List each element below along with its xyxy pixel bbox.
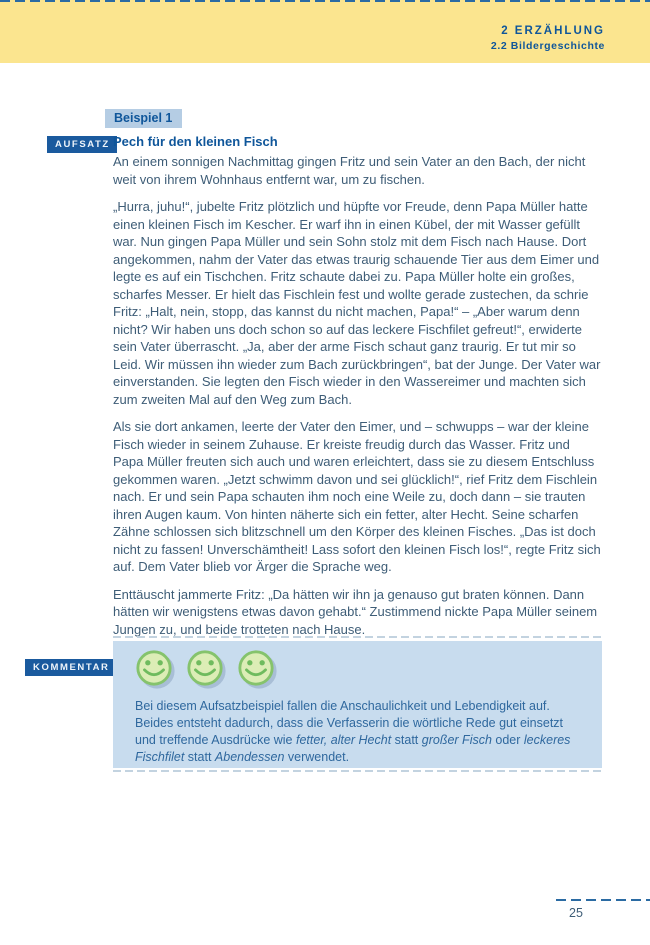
comment-box bbox=[113, 641, 602, 768]
footer-dashed-divider bbox=[556, 899, 650, 901]
comment-text bbox=[135, 698, 582, 766]
comment-bottom-divider bbox=[113, 770, 602, 772]
aufsatz-tag: AUFSATZ bbox=[47, 136, 117, 153]
smiley-icon bbox=[186, 649, 224, 687]
comment-segment-italic: großer Fisch bbox=[421, 733, 492, 747]
page-number: 25 bbox=[569, 906, 583, 920]
story-paragraph: Als sie dort ankamen, leerte der Vater den Eimer, und – schwupps – war der kleine Fisch wieder in seinem Zuhause. Er kreiste freudig durch das Wasser. Fritz und Papa Müller freuten sich auch und waren erleichtert, dass sie zu diesem Entschluss gekommen waren. „Jetzt schwimm davon und sei glücklich!“, rief Fritz dem Fischlein nach. Er und sein Papa schauten ihm noch eine Weile zu, doch dann – sie trauten ihren Augen kaum. Von hinten näherte sich ein fetter, alter Hecht. Seine scharfen Zähne schlossen sich blitzschnell um den Körper des kleinen Fisches. „Das ist doch nicht zu fassen! Unverschämtheit! Lass sofort den kleinen Fisch los!“, regte Fritz sich auf. Dem Vater blieb vor Ärger die Sprache weg. bbox=[113, 419, 601, 574]
section-heading: 2.2 Bildergeschichte bbox=[490, 40, 605, 52]
comment-segment-italic: Abendessen bbox=[214, 750, 285, 764]
smiley-icon bbox=[237, 649, 275, 687]
comment-segment-italic: fetter, alter Hecht bbox=[296, 733, 392, 747]
comment-segment-italic: leckeres Fischfilet bbox=[135, 733, 571, 764]
kommentar-tag: KOMMENTAR bbox=[25, 659, 117, 676]
comment-segment: statt bbox=[184, 750, 215, 764]
header-band bbox=[0, 0, 650, 63]
story-text-block bbox=[113, 133, 602, 648]
story-paragraph: „Hurra, juhu!“, jubelte Fritz plötzlich und hüpfte vor Freude, denn Papa Müller hatte einen kleinen Fisch im Kescher. Er warf ihn in einen Kübel, der mit Wasser gefüllt war. Nun gingen Papa Müller und sein Sohn stolz mit dem Fisch nach Hause. Dort angekommen, nahm der Vater das etwas traurig schauende Tier aus dem Eimer und legte es auf ein Tischchen. Fritz schaute dabei zu. Papa Müller holte ein großes, scharfes Messer. Er hielt das Fischlein fest und wollte gerade zustechen, da schrie Fritz: „Halt, nein, stopp, das kannst du nicht machen, Papa!“ – „Aber warum denn nicht? Wir haben uns doch schon so auf das leckere Fischfilet gefreut!“, erwiderte sein Vater überrascht. „Ja, aber der arme Fisch schaut ganz traurig. Er tut mir so Leid. Wir müssen ihn wieder zum Bach zurückbringen“, bat der Junge. Der Vater war einverstanden. Sie legten den Fisch wieder in den Wassereimer und machten sich zum zweiten Mal auf den Weg zum Bach. bbox=[113, 199, 601, 407]
comment-top-divider bbox=[113, 636, 602, 638]
comment-segment: verwendet. bbox=[284, 750, 350, 764]
comment-segment: statt bbox=[391, 733, 422, 747]
story-paragraph: An einem sonnigen Nachmittag gingen Fritz und sein Vater an den Bach, der nicht weit von ihrem Wohnhaus entfernt war, um zu fischen. bbox=[113, 154, 586, 187]
story-title: Pech für den kleinen Fisch bbox=[113, 134, 278, 149]
chapter-heading: 2 ERZÄHLUNG bbox=[501, 25, 605, 37]
story-paragraph: Enttäuscht jammerte Fritz: „Da hätten wir ihn ja genauso gut braten können. Dann hätten wir wenigstens etwas davon gehabt.“ Zustimmend nickte Papa Müller seinem Jungen zu, und beide trotteten nach Hause. bbox=[113, 586, 598, 637]
comment-segment: Bei diesem Aufsatzbeispiel fallen die Anschaulichkeit und Lebendigkeit auf. Beides entsteht dadurch, dass die Verfasserin die wörtliche Rede gut einsetzt und treffende Ausdrücke wie bbox=[135, 699, 564, 747]
header-dashed-divider bbox=[0, 0, 650, 2]
rating-smileys bbox=[135, 649, 582, 687]
example-badge: Beispiel 1 bbox=[105, 109, 182, 128]
comment-segment: oder bbox=[491, 733, 524, 747]
smiley-icon bbox=[135, 649, 173, 687]
